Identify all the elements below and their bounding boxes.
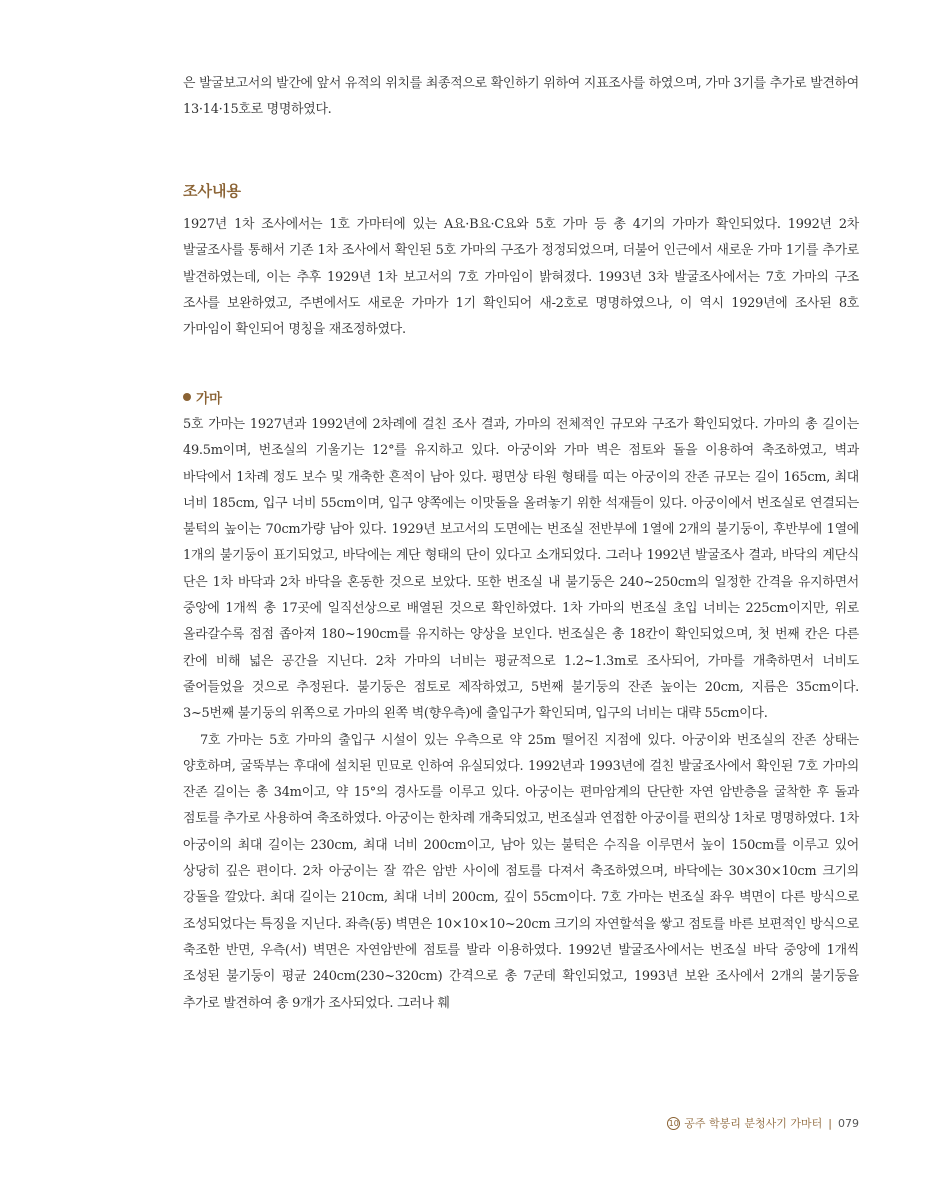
page-number: 079 xyxy=(838,1116,859,1130)
kiln-7-paragraph: 7호 가마는 5호 가마의 출입구 시설이 있는 우측으로 약 25m 떨어진 지점에 있다. 아궁이와 번조실의 잔존 상태는 양호하며, 굴뚝부는 후대에 설치된 민묘로 인하여 유실되었다. 1992년과 1993년에 걸친 발굴조사에서 확인된 7호 가마의 잔존 길이는 총 34m이고, 약 15°의 경사도를 이루고 있다. 아궁이는 편마암계의 단단한 자연 암반층을 굴착한 후 돌과 점토를 추가로 사용하여 축조하였다. 아궁이는 한차례 개축되었고, 번조실과 연접한 아궁이를 편의상 1차로 명명하였다. 1차 아궁이의 최대 길이는 230cm, 최대 너비 200cm이고, 남아 있는 불턱은 수직을 이루면서 높이 150cm를 이루고 있어 상당히 깊은 편이다. 2차 아궁이는 잘 깎은 암반 사이에 점토를 다져서 축조하였으며, 바닥에는 30×30×10cm 크기의 강돌을 깔았다. 최대 길이는 210cm, 최대 너비 200cm, 깊이 55cm이다. 7호 가마는 번조실 좌우 벽면이 다른 방식으로 조성되었다는 특징을 지닌다. 좌측(동) 벽면은 10×10×10~20cm 크기의 자연할석을 쌓고 점토를 바른 보편적인 방식으로 축조한 반면, 우측(서) 벽면은 자연암반에 점토를 발라 이용하였다. 1992년 발굴조사에서는 번조실 바닥 중앙에 1개씩 조성된 불기둥이 평균 240cm(230~320cm) 간격으로 총 7군데 확인되었고, 1993년 보완 조사에서 2개의 불기둥을 추가로 발견하여 총 9개가 조사되었다. 그러나 훼 xyxy=(183,732,859,1011)
page-footer xyxy=(667,1115,859,1131)
subsection-heading xyxy=(183,387,222,407)
bullet-icon xyxy=(183,393,191,401)
kiln-5-paragraph: 5호 가마는 1927년과 1992년에 2차례에 걸친 조사 결과, 가마의 전체적인 규모와 구조가 확인되었다. 가마의 총 길이는 49.5m이며, 번조실의 기울기는 12°를 유지하고 있다. 아궁이와 가마 벽은 점토와 돌을 이용하여 축조하였고, 벽과 바닥에서 1차례 정도 보수 및 개축한 흔적이 남아 있다. 평면상 타원 형태를 띠는 아궁이의 잔존 규모는 길이 165cm, 최대 너비 185cm, 입구 너비 55cm이며, 입구 양쪽에는 이맛돌을 올려놓기 위한 석재들이 있다. 아궁이에서 번조실로 연결되는 불턱의 높이는 70cm가량 남아 있다. 1929년 보고서의 도면에는 번조실 전반부에 1열에 2개의 불기둥이, 후반부에 1열에 1개의 불기둥이 표기되었고, 바닥에는 계단 형태의 단이 있다고 소개되었다. 그러나 1992년 발굴조사 결과, 바닥의 계단식 단은 1차 바닥과 2차 바닥을 혼동한 것으로 보았다. 또한 번조실 내 불기둥은 240~250cm의 일정한 간격을 유지하면서 중앙에 1개씩 총 17곳에 일직선상으로 배열된 것으로 확인하였다. 1차 가마의 번조실 초입 너비는 225cm이지만, 위로 올라갈수록 점점 좁아져 180~190cm를 유지하는 양상을 보인다. 번조실은 총 18칸이 확인되었으며, 첫 번째 칸은 다른 칸에 비해 넓은 공간을 지닌다. 2차 가마의 너비는 평균적으로 1.2~1.3m로 조사되어, 가마를 개축하면서 너비도 줄어들었을 것으로 추정된다. 불기둥은 점토로 제작하였고, 5번째 불기둥의 잔존 높이는 20cm, 지름은 35cm이다. 3~5번째 불기둥의 위쪽으로 가마의 왼쪽 벽(향우측)에 출입구가 확인되며, 입구의 너비는 대략 55cm이다. xyxy=(183,417,859,722)
section-body xyxy=(183,212,859,343)
chapter-number-badge: 10 xyxy=(668,1118,679,1128)
footer-separator: | xyxy=(828,1116,832,1130)
chapter-title: 공주 학봉리 분청사기 가마터 xyxy=(684,1117,823,1130)
section-paragraph: 1927년 1차 조사에서는 1호 가마터에 있는 A요·B요·C요와 5호 가마 등 총 4기의 가마가 확인되었다. 1992년 2차 발굴조사를 통해서 기존 1차 조사에서 확인된 5호 가마의 구조가 정정되었으며, 더불어 인근에서 새로운 가마 1기를 추가로 발견하였는데, 이는 추후 1929년 1차 보고서의 7호 가마임이 밝혀졌다. 1993년 3차 발굴조사에서는 7호 가마의 구조 조사를 보완하였고, 주변에서도 새로운 가마가 1기 확인되어 새-2호로 명명하였으나, 이 역시 1929년에 조사된 8호 가마임이 확인되어 명칭을 재조정하였다. xyxy=(183,217,859,338)
subsection-body xyxy=(183,412,859,1017)
intro-block xyxy=(183,71,859,124)
intro-paragraph: 은 발굴보고서의 발간에 앞서 유적의 위치를 최종적으로 확인하기 위하여 지표조사를 하였으며, 가마 3기를 추가로 발견하여 13·14·15호로 명명하였다. xyxy=(183,76,859,118)
section-title: 조사내용 xyxy=(183,182,241,200)
subsection-title: 가마 xyxy=(196,391,223,407)
